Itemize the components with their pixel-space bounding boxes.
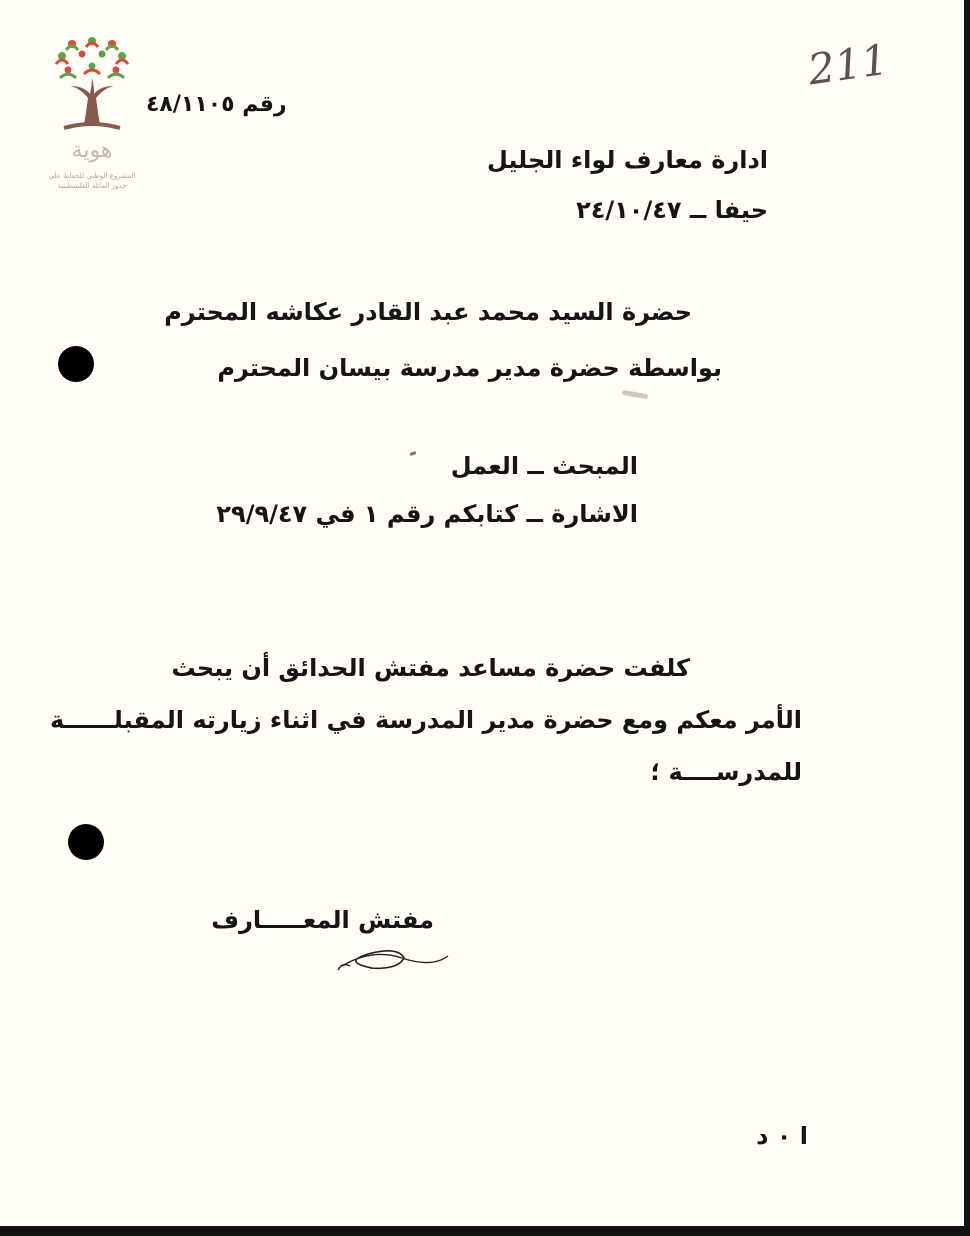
reference-line: الاشارة ــ كتابكم رقم ١ في ٢٩/٩/٤٧ xyxy=(216,500,638,528)
initials: ا ٠ د xyxy=(756,1122,808,1150)
subject-line: المبحث ــ العمل xyxy=(450,452,638,480)
reference-number: رقم ٤٨/١١٠٥ xyxy=(146,92,287,117)
addressee-line1: حضرة السيد محمد عبد القادر عكاشه المحترم xyxy=(164,298,692,326)
logo xyxy=(44,36,140,196)
signature-title: مفتش المعـــــارف xyxy=(211,906,434,934)
ink-mark xyxy=(410,451,417,456)
body-line3: للمدرســــة ؛ xyxy=(650,758,802,786)
logo-subtitle-line1: المشروع الوطني للحفاظ على xyxy=(48,172,136,180)
logo-title: هوية xyxy=(71,138,113,163)
body-line2: الأمر معكم ومع حضرة مدير المدرسة في اثناء زيارته المقبلــــــة xyxy=(50,706,802,734)
handwritten-number: 211 xyxy=(804,34,892,95)
handwritten-signature-icon xyxy=(332,940,452,976)
body-line1: كلفت حضرة مساعد مفتش الحدائق أن يبحث xyxy=(171,654,690,682)
ink-smudge xyxy=(622,390,648,399)
logo-subtitle-line2: جذور العائلة الفلسطينية xyxy=(57,182,127,190)
place-date: حيفا ــ ٢٤/١٠/٤٧ xyxy=(576,196,768,224)
office-name: ادارة معارف لواء الجليل xyxy=(486,146,768,174)
family-tree-icon xyxy=(44,36,140,136)
addressee-line2: بواسطة حضرة مدير مدرسة بيسان المحترم xyxy=(217,354,722,382)
punch-hole-top xyxy=(58,346,94,382)
punch-hole-bottom xyxy=(68,824,104,860)
